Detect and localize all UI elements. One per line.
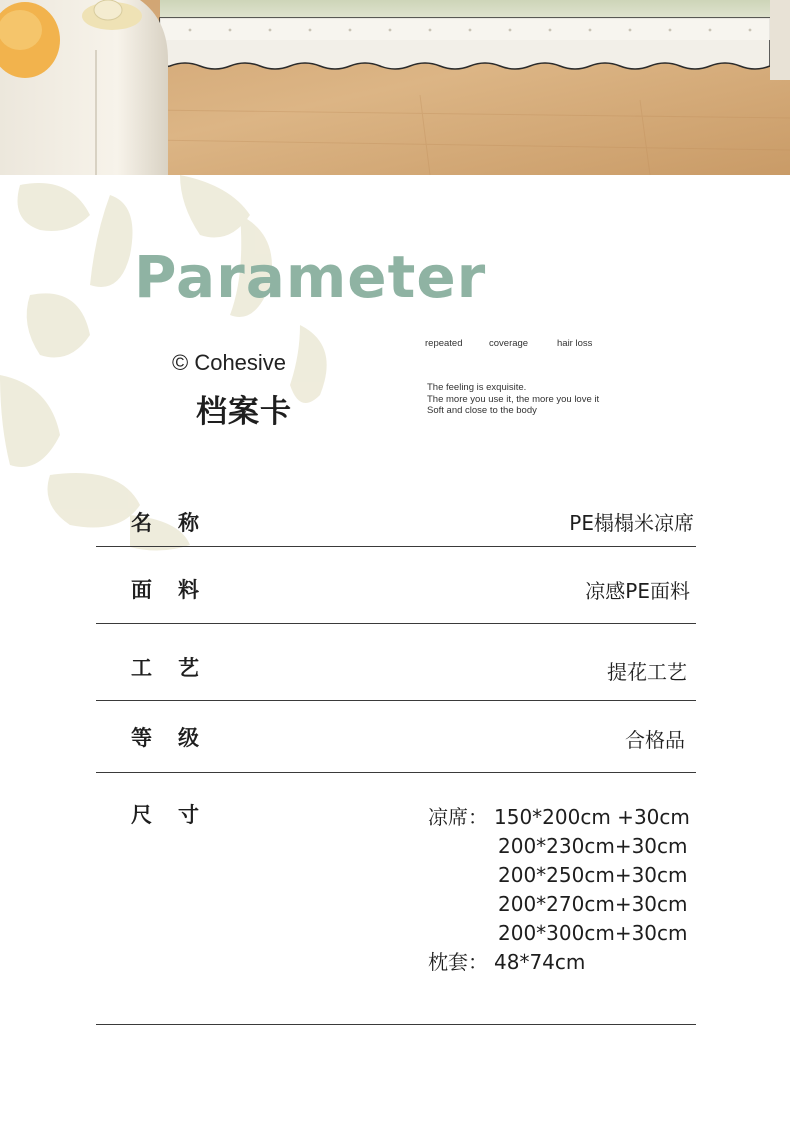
- tag-repeated: repeated: [425, 338, 463, 349]
- page-title: Parameter: [134, 243, 487, 311]
- param-label-craft: 工 艺: [131, 656, 199, 680]
- size-line: [428, 832, 690, 861]
- brand-name: © Cohesive: [172, 350, 287, 375]
- size-list: [428, 803, 690, 977]
- param-label-material: 面 料: [131, 578, 199, 602]
- mat-size-label: 凉席：: [428, 805, 488, 829]
- bedroom-scene-image: [0, 0, 790, 175]
- tag-coverage: coverage: [489, 338, 529, 349]
- size-line: [428, 890, 690, 919]
- row-divider: [96, 700, 696, 701]
- tag-hair-loss: hair loss: [557, 338, 593, 349]
- row-divider: [96, 1024, 696, 1025]
- size-line: [428, 803, 690, 832]
- param-value-material: 凉感PE面料: [585, 579, 690, 603]
- mat-size-value: 200*270cm+30cm: [498, 892, 688, 916]
- mat-size-value: 200*250cm+30cm: [498, 863, 688, 887]
- row-divider: [96, 772, 696, 773]
- size-line: [428, 948, 690, 977]
- pillow-size-value: 48*74cm: [494, 950, 586, 974]
- card-subtitle: 档案卡: [196, 394, 292, 430]
- param-value-grade: 合格品: [625, 728, 685, 752]
- tagline-line: The more you use it, the more you love it: [427, 393, 600, 405]
- size-line: [428, 861, 690, 890]
- size-line: [428, 919, 690, 948]
- mat-size-value: 200*230cm+30cm: [498, 834, 688, 858]
- param-value-craft: 提花工艺: [607, 660, 687, 684]
- mat-size-value: 150*200cm +30cm: [494, 805, 690, 829]
- tagline-line: The feeling is exquisite.: [427, 382, 527, 393]
- row-divider: [96, 623, 696, 624]
- product-photo: [0, 0, 790, 175]
- mat-size-value: 200*300cm+30cm: [498, 921, 688, 945]
- param-label-name: 名 称: [131, 511, 199, 535]
- pillow-size-label: 枕套：: [428, 950, 488, 974]
- param-label-size: 尺 寸: [131, 803, 199, 827]
- tag-row: [0, 338, 790, 352]
- param-value-name: PE榻榻米凉席: [569, 511, 694, 535]
- tagline-line: Soft and close to the body: [427, 405, 537, 416]
- row-divider: [96, 546, 696, 547]
- param-label-grade: 等 级: [131, 726, 199, 750]
- tagline: [427, 382, 599, 417]
